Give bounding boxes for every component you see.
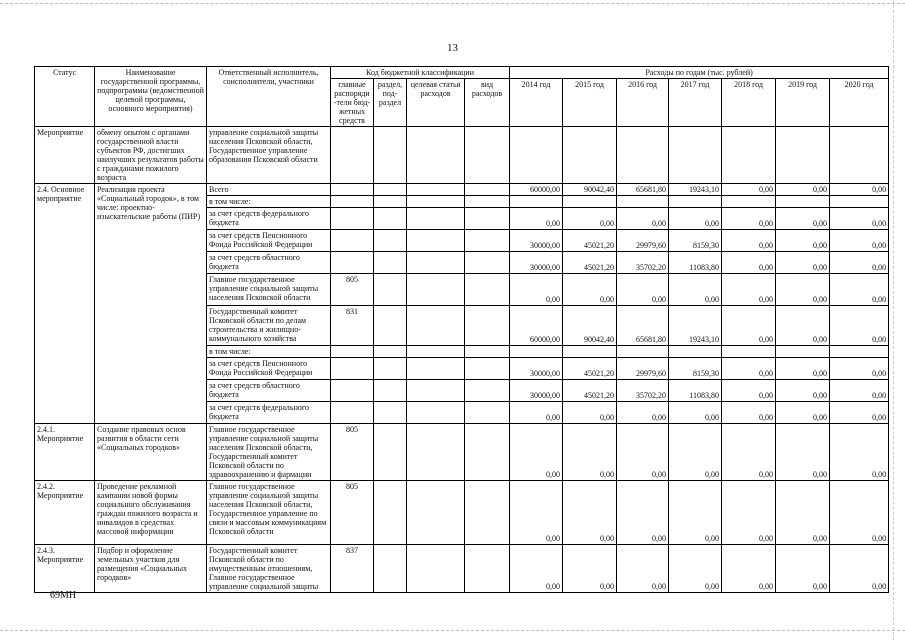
row-name: обмену опытом с органами государственной власти субъектов РФ, достигших наилучших результатов работы с гражданами пожилого возраста — [95, 127, 207, 184]
row-grbs — [331, 184, 374, 196]
row-razdel — [374, 196, 407, 208]
row-value-2020 — [830, 127, 889, 184]
row-value-2015: 45021,20 — [563, 252, 617, 274]
row-grbs: 831 — [331, 306, 374, 346]
row-target-article — [407, 184, 465, 196]
row-value-2015: 0,00 — [563, 481, 617, 545]
row-value-2020: 0,00 — [830, 402, 889, 424]
header-year-2015: 2015 год — [563, 79, 617, 127]
row-value-2020: 0,00 — [830, 252, 889, 274]
row-value-2020: 0,00 — [830, 184, 889, 196]
row-expense-type — [465, 184, 510, 196]
header-expense-type: вид расходов — [465, 79, 510, 127]
row-grbs — [331, 230, 374, 252]
table-row — [35, 127, 889, 184]
row-value-2016: 65681,80 — [617, 306, 669, 346]
row-value-2018 — [722, 196, 776, 208]
row-grbs — [331, 196, 374, 208]
row-value-2014: 0,00 — [510, 402, 563, 424]
row-razdel — [374, 306, 407, 346]
row-value-2018: 0,00 — [722, 208, 776, 230]
row-expense-type — [465, 402, 510, 424]
scan-edge-top — [0, 3, 905, 4]
row-grbs — [331, 358, 374, 380]
row-value-2015 — [563, 127, 617, 184]
row-value-2018: 0,00 — [722, 380, 776, 402]
row-value-2019: 0,00 — [776, 424, 830, 481]
row-razdel — [374, 424, 407, 481]
row-expense-type — [465, 252, 510, 274]
row-executor: Государственный комитет Псковской области по имущественным отношениям, Главное государственное управление социальной защиты — [207, 545, 331, 593]
table-row — [35, 424, 889, 481]
row-value-2014: 60000,00 — [510, 306, 563, 346]
row-target-article — [407, 424, 465, 481]
row-value-2014: 30000,00 — [510, 252, 563, 274]
header-expenses: Расходы по годам (тыс. рублей) — [510, 67, 889, 79]
header-name: Наименование государственной программы, подпрограммы (ведомственной целевой программы, основного мероприятия) — [95, 67, 207, 127]
row-value-2017: 0,00 — [669, 402, 722, 424]
header-target-article: целевая статья расходов — [407, 79, 465, 127]
scan-edge-bottom — [0, 630, 905, 631]
row-value-2020: 0,00 — [830, 424, 889, 481]
header-status: Статус — [35, 67, 95, 127]
row-value-2017: 8159,30 — [669, 230, 722, 252]
row-grbs: 805 — [331, 424, 374, 481]
row-value-2015: 0,00 — [563, 424, 617, 481]
row-status: Мероприятие — [35, 127, 95, 184]
row-target-article — [407, 274, 465, 306]
header-grbs: главные распоряди-тели бюд-жетных средств — [331, 79, 374, 127]
row-executor: Главное государственное управление социальной защиты населения Псковской области, Государственный комитет Псковской области по здравоохранению и фармации — [207, 424, 331, 481]
row-value-2015: 45021,20 — [563, 230, 617, 252]
row-target-article — [407, 127, 465, 184]
row-razdel — [374, 545, 407, 593]
row-razdel — [374, 274, 407, 306]
table-row — [35, 481, 889, 545]
row-expense-type — [465, 481, 510, 545]
row-value-2016: 0,00 — [617, 545, 669, 593]
row-expense-type — [465, 358, 510, 380]
row-status: 2.4.2. Мероприятие — [35, 481, 95, 545]
row-value-2014: 30000,00 — [510, 358, 563, 380]
row-value-2016: 29979,60 — [617, 358, 669, 380]
row-value-2018 — [722, 127, 776, 184]
row-value-2018 — [722, 346, 776, 358]
row-value-2016: 65681,80 — [617, 184, 669, 196]
row-razdel — [374, 402, 407, 424]
row-target-article — [407, 481, 465, 545]
row-executor: за счет средств Пенсионного Фонда Российской Федерации — [207, 230, 331, 252]
row-name: Реализация проекта «Социальный городок», в том числе: проектно-изыскательские работы (ПИР) — [95, 184, 207, 424]
table-row — [35, 184, 889, 196]
row-value-2016: 0,00 — [617, 402, 669, 424]
row-razdel — [374, 481, 407, 545]
row-name: Создание правовых основ развития в области сети «Социальных городков» — [95, 424, 207, 481]
row-value-2020 — [830, 346, 889, 358]
row-value-2020 — [830, 196, 889, 208]
row-value-2016 — [617, 346, 669, 358]
row-value-2018: 0,00 — [722, 481, 776, 545]
row-razdel — [374, 380, 407, 402]
row-grbs — [331, 252, 374, 274]
row-expense-type — [465, 196, 510, 208]
row-value-2016: 0,00 — [617, 274, 669, 306]
row-status: 2.4.1. Мероприятие — [35, 424, 95, 481]
row-expense-type — [465, 545, 510, 593]
row-executor: Главное государственное управление социальной защиты населения Псковской области — [207, 274, 331, 306]
row-value-2015: 90042,40 — [563, 306, 617, 346]
row-executor: за счет средств федерального бюджета — [207, 402, 331, 424]
row-target-article — [407, 252, 465, 274]
row-target-article — [407, 230, 465, 252]
row-value-2020: 0,00 — [830, 230, 889, 252]
row-value-2015: 0,00 — [563, 545, 617, 593]
row-value-2018: 0,00 — [722, 402, 776, 424]
row-executor: Всего — [207, 184, 331, 196]
row-expense-type — [465, 306, 510, 346]
row-expense-type — [465, 346, 510, 358]
row-executor: за счет средств областного бюджета — [207, 252, 331, 274]
row-value-2016: 0,00 — [617, 481, 669, 545]
row-target-article — [407, 196, 465, 208]
row-expense-type — [465, 230, 510, 252]
row-value-2014: 30000,00 — [510, 230, 563, 252]
budget-table — [34, 66, 889, 593]
row-value-2017: 0,00 — [669, 481, 722, 545]
row-value-2020: 0,00 — [830, 380, 889, 402]
row-grbs: 805 — [331, 274, 374, 306]
row-value-2014: 0,00 — [510, 274, 563, 306]
row-grbs — [331, 127, 374, 184]
row-value-2014 — [510, 196, 563, 208]
row-value-2018: 0,00 — [722, 252, 776, 274]
row-value-2015: 45021,20 — [563, 358, 617, 380]
row-value-2016: 0,00 — [617, 424, 669, 481]
row-value-2014: 60000,00 — [510, 184, 563, 196]
row-executor: в том числе: — [207, 196, 331, 208]
row-value-2016: 35702,20 — [617, 380, 669, 402]
row-expense-type — [465, 274, 510, 306]
row-executor: за счет средств Пенсионного Фонда Российской Федерации — [207, 358, 331, 380]
row-value-2019 — [776, 127, 830, 184]
row-value-2018: 0,00 — [722, 274, 776, 306]
header-year-2020: 2020 год — [830, 79, 889, 127]
row-value-2020: 0,00 — [830, 358, 889, 380]
table-row — [35, 545, 889, 593]
row-grbs — [331, 346, 374, 358]
row-value-2018: 0,00 — [722, 424, 776, 481]
row-value-2017: 0,00 — [669, 545, 722, 593]
table-body — [35, 127, 889, 593]
row-executor: за счет средств федерального бюджета — [207, 208, 331, 230]
row-razdel — [374, 252, 407, 274]
row-status: 2.4. Основное мероприятие — [35, 184, 95, 424]
table-header — [35, 67, 889, 127]
footer-code: 69MH — [50, 590, 77, 601]
row-value-2016: 0,00 — [617, 208, 669, 230]
row-value-2020: 0,00 — [830, 545, 889, 593]
row-value-2017: 19243,10 — [669, 184, 722, 196]
row-value-2020: 0,00 — [830, 208, 889, 230]
header-year-2016: 2016 год — [617, 79, 669, 127]
row-value-2019 — [776, 196, 830, 208]
row-value-2019: 0,00 — [776, 184, 830, 196]
row-target-article — [407, 346, 465, 358]
row-razdel — [374, 358, 407, 380]
row-executor: в том числе: — [207, 346, 331, 358]
row-target-article — [407, 402, 465, 424]
header-year-2017: 2017 год — [669, 79, 722, 127]
row-value-2015: 90042,40 — [563, 184, 617, 196]
row-value-2017: 11083,80 — [669, 252, 722, 274]
row-value-2018: 0,00 — [722, 184, 776, 196]
row-value-2014: 0,00 — [510, 481, 563, 545]
row-expense-type — [465, 424, 510, 481]
row-value-2019 — [776, 346, 830, 358]
row-value-2017: 0,00 — [669, 424, 722, 481]
row-value-2016 — [617, 127, 669, 184]
row-razdel — [374, 230, 407, 252]
row-value-2014: 30000,00 — [510, 380, 563, 402]
row-value-2017: 0,00 — [669, 208, 722, 230]
row-razdel — [374, 208, 407, 230]
row-value-2015 — [563, 196, 617, 208]
row-value-2020: 0,00 — [830, 274, 889, 306]
header-year-2019: 2019 год — [776, 79, 830, 127]
row-value-2018: 0,00 — [722, 230, 776, 252]
row-razdel — [374, 127, 407, 184]
row-value-2017 — [669, 346, 722, 358]
row-value-2019: 0,00 — [776, 481, 830, 545]
header-year-2018: 2018 год — [722, 79, 776, 127]
row-razdel — [374, 184, 407, 196]
row-target-article — [407, 306, 465, 346]
row-value-2014: 0,00 — [510, 424, 563, 481]
row-name: Проведение рекламной кампании новой формы социального обслуживания граждан пожилого возраста и инвалидов в средствах массовой информации — [95, 481, 207, 545]
row-target-article — [407, 208, 465, 230]
row-value-2014: 0,00 — [510, 545, 563, 593]
row-name: Подбор и оформление земельных участков для размещения «Социальных городков» — [95, 545, 207, 593]
row-value-2017 — [669, 127, 722, 184]
row-value-2017: 0,00 — [669, 274, 722, 306]
row-target-article — [407, 545, 465, 593]
row-grbs — [331, 402, 374, 424]
row-value-2014: 0,00 — [510, 208, 563, 230]
row-value-2017: 19243,10 — [669, 306, 722, 346]
row-executor: Государственный комитет Псковской области по делам строительства и жилищно-коммунального хозяйства — [207, 306, 331, 346]
row-value-2020: 0,00 — [830, 306, 889, 346]
row-value-2015: 45021,20 — [563, 380, 617, 402]
row-value-2019: 0,00 — [776, 208, 830, 230]
row-value-2017: 11083,80 — [669, 380, 722, 402]
row-value-2018: 0,00 — [722, 545, 776, 593]
row-value-2015: 0,00 — [563, 402, 617, 424]
row-value-2015: 0,00 — [563, 274, 617, 306]
row-razdel — [374, 346, 407, 358]
row-value-2018: 0,00 — [722, 358, 776, 380]
row-grbs — [331, 208, 374, 230]
row-value-2017 — [669, 196, 722, 208]
row-expense-type — [465, 127, 510, 184]
row-value-2016: 35702,20 — [617, 252, 669, 274]
row-value-2019: 0,00 — [776, 306, 830, 346]
row-value-2020: 0,00 — [830, 481, 889, 545]
page-number: 13 — [447, 42, 458, 54]
header-year-2014: 2014 год — [510, 79, 563, 127]
row-status: 2.4.3. Мероприятие — [35, 545, 95, 593]
row-value-2014 — [510, 127, 563, 184]
row-value-2014 — [510, 346, 563, 358]
row-executor: Главное государственное управление социальной защиты населения Псковской области, Государственное управление по связи и массовым коммуникациям Псковской области — [207, 481, 331, 545]
row-value-2015 — [563, 346, 617, 358]
row-grbs: 837 — [331, 545, 374, 593]
header-budget-code: Код бюджетной классификации — [331, 67, 510, 79]
row-value-2018: 0,00 — [722, 306, 776, 346]
row-expense-type — [465, 380, 510, 402]
row-executor: управление социальной защиты населения Псковской области, Государственное управление образования Псковской области — [207, 127, 331, 184]
row-grbs — [331, 380, 374, 402]
row-value-2015: 0,00 — [563, 208, 617, 230]
header-razdel: раздел, под-раздел — [374, 79, 407, 127]
row-target-article — [407, 380, 465, 402]
row-value-2016 — [617, 196, 669, 208]
row-grbs: 805 — [331, 481, 374, 545]
row-target-article — [407, 358, 465, 380]
row-value-2019: 0,00 — [776, 252, 830, 274]
header-executor: Ответственный исполнитель, соисполнители, участники — [207, 67, 331, 127]
row-value-2016: 29979,60 — [617, 230, 669, 252]
row-expense-type — [465, 208, 510, 230]
row-value-2019: 0,00 — [776, 545, 830, 593]
row-value-2019: 0,00 — [776, 230, 830, 252]
row-value-2019: 0,00 — [776, 380, 830, 402]
row-value-2017: 8159,30 — [669, 358, 722, 380]
row-executor: за счет средств областного бюджета — [207, 380, 331, 402]
row-value-2019: 0,00 — [776, 358, 830, 380]
row-value-2019: 0,00 — [776, 274, 830, 306]
row-value-2019: 0,00 — [776, 402, 830, 424]
scan-edge-right — [893, 0, 894, 640]
